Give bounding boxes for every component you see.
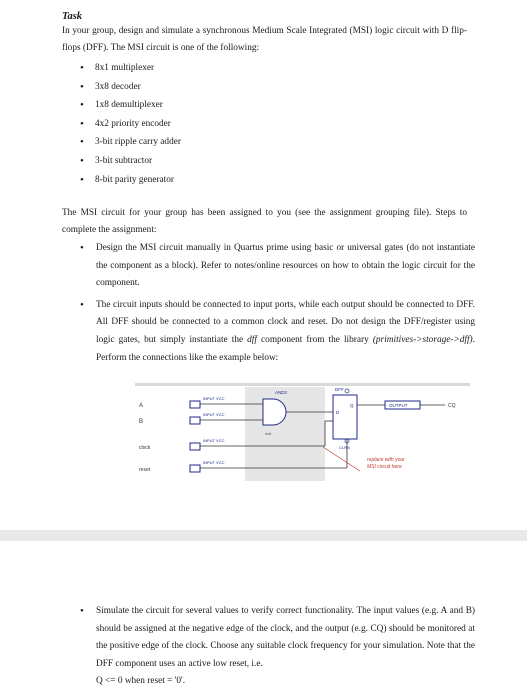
- list-item: • 3-bit subtractor: [80, 152, 181, 171]
- simulation-text: Simulate the circuit for several values to verify correct functionality. The input values (e.g. A and B) should be assigned at the negative edge of the clock, and the output (e.g. CQ) should be monitored at the positive edge of the clock. Choose any suitable clock frequency for your simulation. Note that the DFF component uses an active low reset, i.e.: [96, 606, 475, 669]
- and-gate: [263, 399, 286, 425]
- diagram-top-border: [135, 383, 470, 386]
- clrn-label: CLRN: [339, 445, 350, 450]
- input-label-clock: clock: [139, 445, 151, 451]
- input-tag-b: INPUT VCC: [203, 412, 225, 417]
- list-item: • 3x8 decoder: [80, 78, 181, 97]
- gate-highlight: [245, 387, 325, 481]
- dff-pin-d: D: [336, 410, 340, 415]
- intro-paragraph: In your group, design and simulate a synchronous Medium Scale Integrated (MSI) logic circuit with D flip-flops (DFF). The MSI circuit is one of the following:: [62, 26, 467, 53]
- step-connections-text: The circuit inputs should be connected to input ports, while each output should be connected to DFF. All DFF should be connected to a common clock and reset. Do not design the DFF/register using logic gates, but simply instantiate the: [96, 299, 475, 345]
- simulation-step: [80, 603, 475, 691]
- note-line-1: replace with your: [367, 457, 405, 463]
- output-tag: OUTPUT: [389, 403, 408, 408]
- gate-instance-label: inst: [265, 431, 272, 436]
- task-title: Task: [62, 11, 83, 22]
- input-tag-clock: INPUT VCC: [203, 438, 225, 443]
- input-label-a: A: [139, 403, 144, 409]
- dff-block: [333, 395, 357, 439]
- example-circuit-diagram: [135, 383, 470, 483]
- step-design: • Design the MSI circuit manually in Quartus prime using basic or universal gates (do not instantiate the component as a block). Refer to notes/online resources on how to obtain the logic circuit for the component.: [80, 240, 475, 293]
- step-connections: [80, 297, 475, 367]
- dff-label: DFF: [335, 387, 344, 392]
- dff-pin-q: Q: [350, 403, 354, 408]
- input-label-reset: reset: [139, 467, 151, 473]
- steps-list: [80, 240, 475, 371]
- input-tag-reset: INPUT VCC: [203, 460, 225, 465]
- simulation-list: [80, 603, 475, 691]
- output-name: CQ: [448, 403, 456, 409]
- list-item: • 8x1 multiplexer: [80, 59, 181, 78]
- dff-component-name: dff: [247, 334, 257, 345]
- library-path: (primitives->storage->dff): [372, 334, 473, 345]
- list-item: • 8-bit parity generator: [80, 171, 181, 190]
- list-item: • 1x8 demultiplexer: [80, 96, 181, 115]
- simulation-reset-note: Q <= 0 when reset = '0'.: [96, 676, 186, 687]
- msi-options-list: [80, 59, 181, 189]
- step-connections-text-2: component from the library: [256, 334, 373, 345]
- input-label-b: B: [139, 419, 144, 425]
- gate-label: AND2: [275, 390, 288, 395]
- step-connections-text-3: . Perform the connections like the example below:: [96, 334, 475, 363]
- list-item: • 3-bit ripple carry adder: [80, 133, 181, 152]
- assignment-paragraph: The MSI circuit for your group has been assigned to you (see the assignment grouping file). Steps to complete the assignment:: [62, 208, 467, 235]
- note-line-2: MSI circuit here: [367, 464, 402, 470]
- list-item: • 4x2 priority encoder: [80, 115, 181, 134]
- input-tag-a: INPUT VCC: [203, 396, 225, 401]
